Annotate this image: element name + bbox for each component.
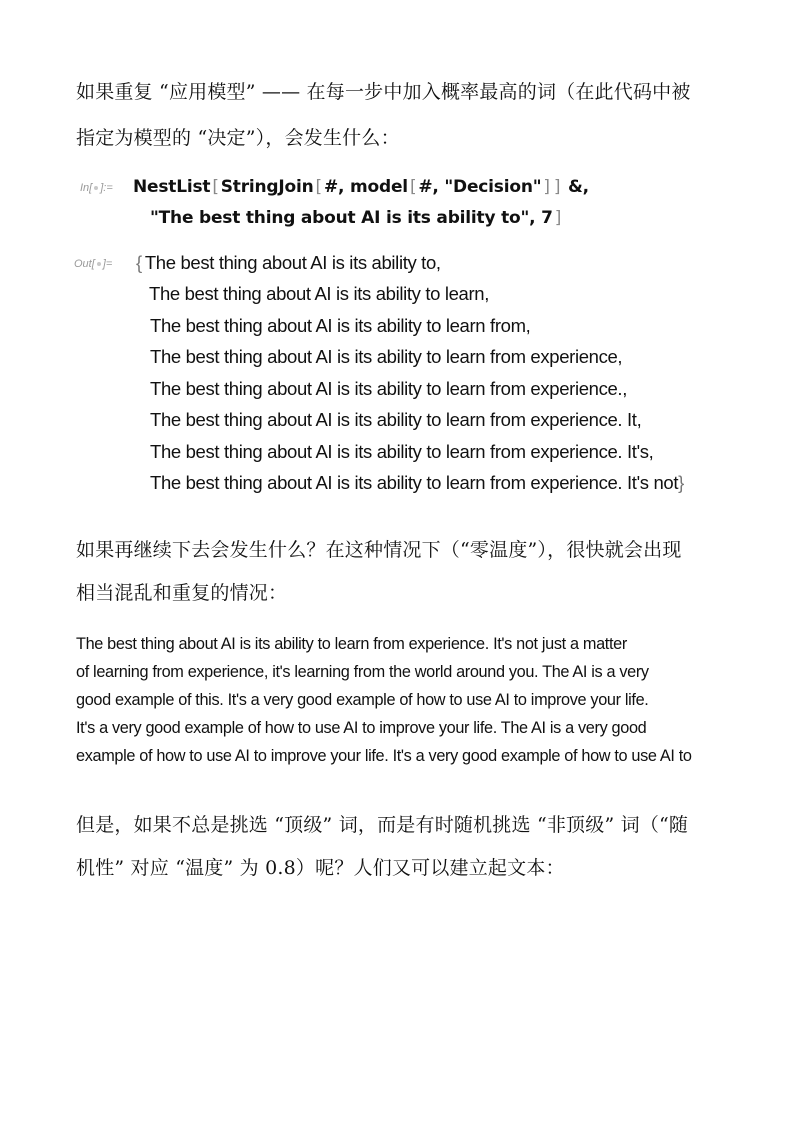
intro-line-1: 如果重复 “应用模型” —— 在每一步中加入概率最高的词（在此代码中被 xyxy=(76,81,691,103)
generated-line-1: The best thing about AI is its ability to learn from experience. It's not just a matter xyxy=(76,635,627,653)
temperature-line-1: 但是，如果不总是挑选 “顶级” 词，而是有时随机挑选 “非顶级” 词（“随 xyxy=(76,814,689,836)
output-label: Out[ ]= xyxy=(74,258,113,270)
output-item-6: The best thing about AI is its ability to learn from experience. It, xyxy=(150,409,642,430)
continue-paragraph xyxy=(76,531,726,612)
intro-paragraph xyxy=(76,73,726,157)
output-item-2: The best thing about AI is its ability to learn, xyxy=(149,283,490,304)
input-code-line-2: "The best thing about AI is its ability to", 7 ] xyxy=(150,208,562,228)
generated-text-block xyxy=(76,630,721,770)
output-item-5: The best thing about AI is its ability to learn from experience., xyxy=(150,378,628,399)
continue-line-2: 相当混乱和重复的情况： xyxy=(76,582,288,604)
continue-line-1: 如果再继续下去会发生什么？在这种情况下（“零温度”），很快就会出现 xyxy=(76,539,682,561)
intro-line-2: 指定为模型的 “决定”），会发生什么： xyxy=(76,127,400,149)
generated-line-3: good example of this. It's a very good example of how to use AI to improve your life. xyxy=(76,691,649,709)
output-item-7: The best thing about AI is its ability to learn from experience. It's, xyxy=(150,441,654,462)
cell-number-dot xyxy=(97,262,101,266)
generated-line-2: of learning from experience, it's learning from the world around you. The AI is a very xyxy=(76,663,649,681)
temperature-line-2: 机性” 对应 “温度” 为 0.8）呢？人们又可以建立起文本： xyxy=(76,857,565,879)
generated-line-4: It's a very good example of how to use AI to improve your life. The AI is a very good xyxy=(76,719,647,737)
input-label: In[ ]:= xyxy=(80,182,113,194)
output-item-1: { The best thing about AI is its ability to, xyxy=(136,252,441,273)
cell-number-dot xyxy=(94,186,98,190)
output-item-8: The best thing about AI is its ability to learn from experience. It's not} xyxy=(150,472,684,493)
generated-line-5: example of how to use AI to improve your life. It's a very good example of how to use AI to xyxy=(76,747,692,765)
input-code-line-1: NestList [ StringJoin [ #, model [ #, "Decision" ] ] &, xyxy=(133,177,589,197)
output-item-3: The best thing about AI is its ability to learn from, xyxy=(150,315,531,336)
temperature-paragraph xyxy=(76,806,726,887)
output-item-4: The best thing about AI is its ability to learn from experience, xyxy=(150,346,623,367)
